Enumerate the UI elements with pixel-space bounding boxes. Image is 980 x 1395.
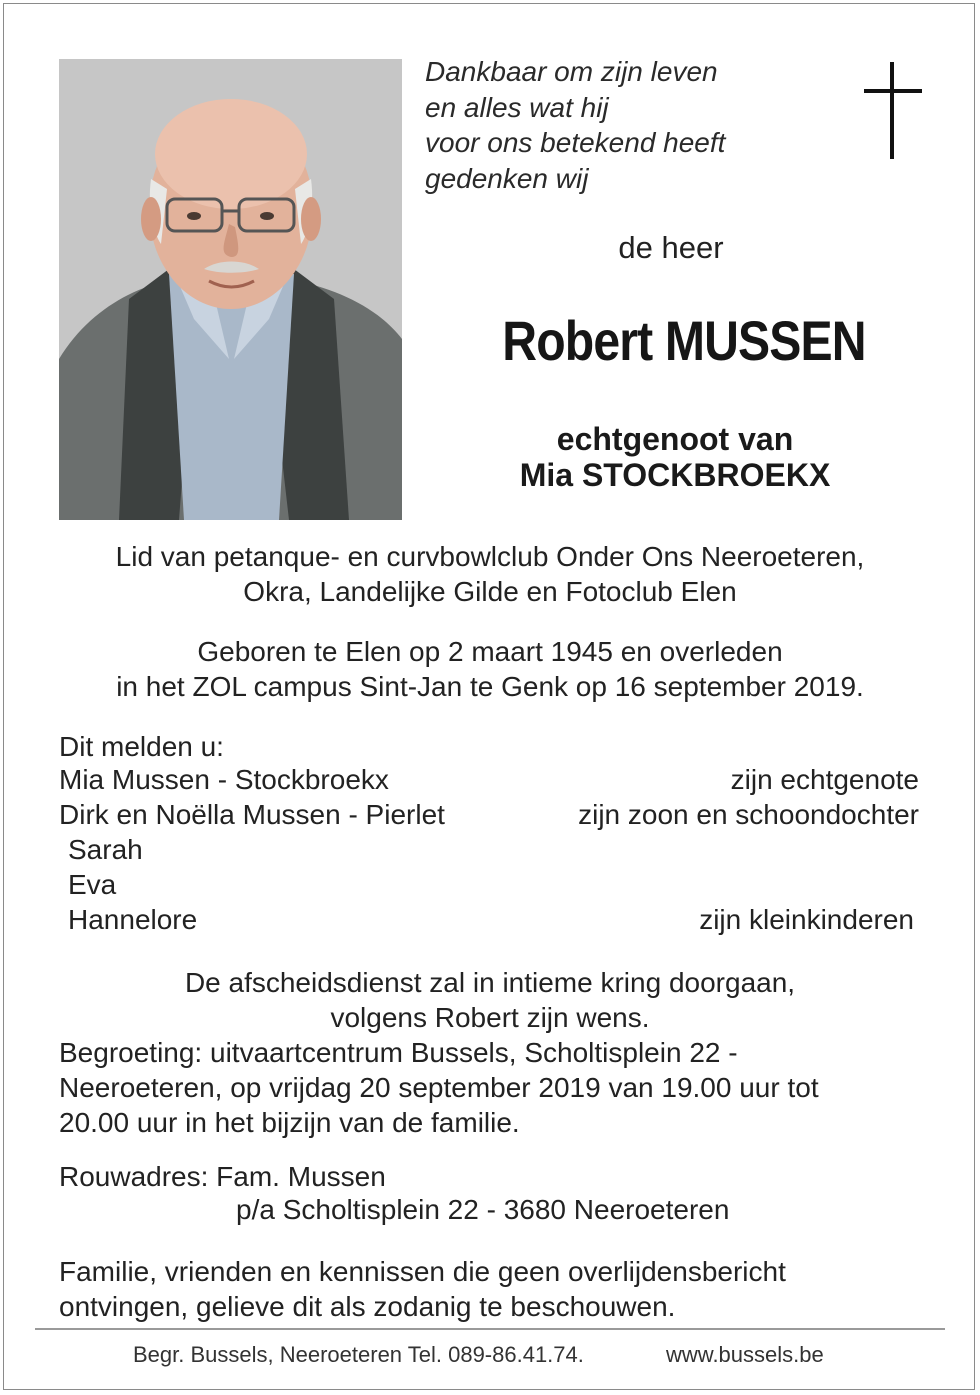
membership-line: Lid van petanque- en curvbowlclub Onder Ons Neeroeteren, [115, 541, 865, 572]
portrait-photo [59, 59, 402, 520]
birth-death-line: in het ZOL campus Sint-Jan te Genk op 16 september 2019. [116, 671, 864, 702]
announcer-row [59, 869, 919, 904]
verse-line: gedenken wij [425, 162, 589, 194]
closing-line: ontvingen, gelieve dit als zodanig te beschouwen. [59, 1291, 676, 1322]
salutation: de heer [618, 230, 724, 265]
announcer-relation: zijn zoon en schoondochter [578, 799, 919, 830]
verse-line: voor ons betekend heeft [425, 127, 726, 158]
announcer-name: Hannelore [68, 904, 198, 935]
greeting-line: 20.00 uur in het bijzijn van de familie. [59, 1107, 520, 1138]
announcer-row [59, 904, 919, 939]
spouse-relation: echtgenoot van [556, 421, 794, 457]
memberships [40, 539, 940, 609]
announcers-intro: Dit melden u: [59, 731, 224, 762]
birth-death-info [40, 634, 940, 704]
website-link[interactable]: www.bussels.be [666, 1342, 824, 1367]
farewell-info [40, 965, 940, 1035]
membership-line: Okra, Landelijke Gilde en Fotoclub Elen [243, 576, 737, 607]
greeting-line: Begroeting: uitvaartcentrum Bussels, Scholtisplein 22 - [59, 1037, 738, 1068]
undertaker-contact: Begr. Bussels, Neeroeteren Tel. 089-86.41.74. [133, 1342, 584, 1367]
closing-line: Familie, vrienden en kennissen die geen overlijdensbericht [59, 1256, 786, 1287]
announcer-name: Sarah [68, 834, 143, 865]
announcer-name: Mia Mussen - Stockbroekx [59, 764, 389, 795]
announcer-row [59, 799, 919, 834]
deceased-name: Robert MUSSEN [502, 309, 866, 372]
greeting-line: Neeroeteren, op vrijdag 20 september 2019 van 19.00 uur tot [59, 1072, 819, 1103]
verse-line: Dankbaar om zijn leven [425, 56, 718, 87]
announcer-name: Eva [68, 869, 117, 900]
birth-death-line: Geboren te Elen op 2 maart 1945 en overleden [197, 636, 783, 667]
spouse-block [440, 421, 910, 493]
mourning-address-label: Rouwadres: Fam. Mussen [59, 1161, 386, 1192]
spouse-name: Mia STOCKBROEKX [519, 457, 831, 493]
footer-divider [35, 1328, 945, 1330]
memorial-verse [425, 54, 845, 196]
announcer-relation: zijn echtgenote [730, 764, 919, 795]
farewell-line: De afscheidsdienst zal in intieme kring doorgaan, [184, 967, 796, 998]
greeting-info [59, 1035, 939, 1140]
mourning-address-street: p/a Scholtisplein 22 - 3680 Neeroeteren [236, 1194, 730, 1225]
announcer-row [59, 834, 919, 869]
verse-line: en alles wat hij [425, 91, 609, 123]
farewell-line: volgens Robert zijn wens. [330, 1002, 650, 1033]
announcer-row [59, 764, 919, 799]
cross-icon [864, 62, 922, 160]
announcer-relation: zijn kleinkinderen [699, 904, 914, 935]
closing-note [59, 1254, 939, 1324]
announcer-name: Dirk en Noëlla Mussen - Pierlet [59, 799, 445, 830]
